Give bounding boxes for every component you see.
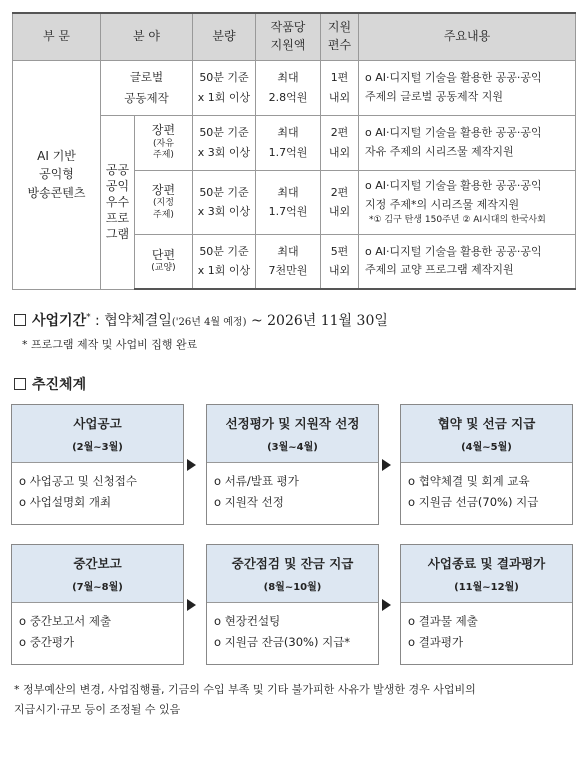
step-item: o 결과물 제출 [408,614,478,628]
desc-cell: o AI·디지털 기술을 활용한 공공·공익 자유 주제의 시리즈물 제작지원 [359,115,576,170]
step-item: o 사업공고 및 신청접수 [19,474,137,488]
field-cell [135,170,193,234]
header-field: 분 야 [101,13,193,60]
step-period: (8월~10월) [263,582,322,593]
desc-cell: o AI·디지털 기술을 활용한 공공·공익 주제의 글로벌 공동제작 지원 [359,60,576,115]
support-table [12,12,576,290]
field-sub: (자유 주제) [153,138,174,161]
field-name: 장편 [151,123,176,138]
step-period: (7월~8월) [72,582,123,593]
step-card [400,404,573,525]
step-title: 사업공고 [73,416,122,431]
field-cell: 글로벌 공동제작 [101,60,193,115]
arrow-right-icon [382,459,391,471]
public-group-cell: 공공 공익 우수 프로 그램 [101,115,135,289]
step-title: 사업종료 및 결과평가 [427,556,546,571]
step-item: o 현장컨설팅 [214,614,281,628]
amount-cell: 50분 기준 x 1회 이상 [193,60,256,115]
footnote: * 정부예산의 변경, 사업집행률, 기금의 수입 부족 및 기타 불가피한 사유가 발생한 경우 사업비의 지급시기·규모 등이 조정될 수 있음 [14,683,476,717]
desc-cell: o AI·디지털 기술을 활용한 공공·공익 주제의 교양 프로그램 제작지원 [359,234,576,289]
count-cell: 2편 내외 [321,170,359,234]
field-sub: (교양) [151,263,176,274]
process-heading [14,374,86,394]
support-cell: 최대 7천만원 [256,234,321,289]
step-item: o 사업설명회 개최 [19,495,112,510]
process-title: 추진체계 [32,377,87,393]
arrow-right-icon [382,599,391,611]
period-paren: ('26년 4월 예정) [171,317,247,328]
amount-cell: 50분 기준 x 3회 이상 [193,170,256,234]
count-cell: 5편 내외 [321,234,359,289]
period-star: * [86,312,91,323]
header-volume: 분량 [193,13,256,60]
field-cell [135,234,193,289]
step-item: o 중간보고서 제출 [19,614,112,628]
period-colon: : [90,313,105,329]
support-cell: 최대 2.8억원 [256,60,321,115]
desc-note: *① 김구 탄생 150주년 ② AI시대의 한국사회 [369,215,546,226]
period-label: 사업기간 [32,313,87,329]
checkbox-square-icon [14,378,26,390]
step-title: 협약 및 선금 지급 [437,416,536,431]
amount-cell: 50분 기준 x 3회 이상 [193,115,256,170]
step-item: o 협약체결 및 회계 교육 [408,474,530,488]
step-card [400,544,573,665]
step-title: 선정평가 및 지원작 선정 [225,416,360,431]
period-tilde: ~ [246,313,268,329]
category-cell: AI 기반 공익형 방송콘텐츠 [13,60,101,289]
arrow-right-icon [187,599,196,611]
business-period [14,310,388,330]
header-content: 주요내용 [359,13,576,60]
support-cell: 최대 1.7억원 [256,115,321,170]
step-item: o 지원금 선금(70%) 지급 [408,495,539,510]
step-title: 중간점검 및 잔금 지급 [231,556,354,571]
step-card [11,404,184,525]
step-card [11,544,184,665]
step-item: o 서류/발표 평가 [214,474,299,488]
step-period: (4월~5월) [461,442,512,453]
step-title: 중간보고 [73,556,122,571]
field-name: 단편 [151,247,176,262]
amount-cell: 50분 기준 x 1회 이상 [193,234,256,289]
step-card [206,544,379,665]
count-cell: 2편 내외 [321,115,359,170]
step-item: o 지원작 선정 [214,495,284,510]
desc-text: o AI·디지털 기술을 활용한 공공·공익 지정 주제*의 시리즈물 제작지원 [365,179,542,211]
header-sector: 부 문 [13,13,101,60]
step-period: (3월~4월) [267,442,318,453]
period-start: 협약체결일 [104,313,172,329]
arrow-right-icon [187,459,196,471]
step-card [206,404,379,525]
step-item: o 중간평가 [19,635,75,650]
support-cell: 최대 1.7억원 [256,170,321,234]
step-period: (2월~3월) [72,442,123,453]
field-name: 장편 [151,182,176,197]
header-count: 지원 편수 [321,13,359,60]
step-item: o 지원금 잔금(30%) 지급* [214,635,351,650]
field-sub: (지정 주제) [153,198,174,220]
period-end: 2026년 11월 30일 [267,313,388,329]
checkbox-square-icon [14,314,26,326]
count-cell: 1편 내외 [321,60,359,115]
field-cell [135,115,193,170]
step-period: (11월~12월) [454,582,519,593]
header-support: 작품당 지원액 [256,13,321,60]
desc-cell [359,170,576,234]
step-item: o 결과평가 [408,635,464,650]
period-note: * 프로그램 제작 및 사업비 집행 완료 [22,338,198,351]
